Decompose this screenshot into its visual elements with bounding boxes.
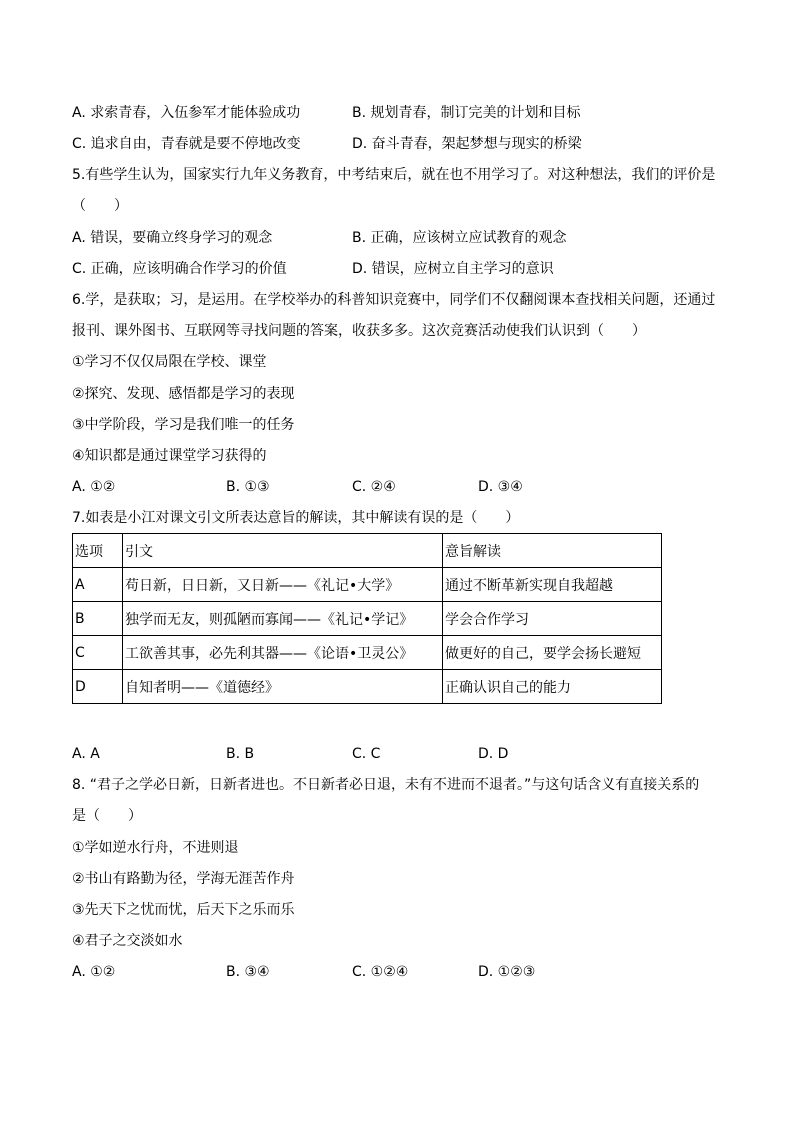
table-row (73, 636, 662, 670)
table-header-cell: 选项 (73, 534, 123, 568)
table-cell: 自知者明——《道德经》 (123, 670, 443, 704)
q8-stem-line-1: 8. “君子之学必日新，日新者进也。不日新者必日退，未有不进而不退者。”与这句话含义有直接关系的 (72, 777, 700, 793)
q8-statement-2: ②书山有路勤为径，学海无涯苦作舟 (72, 871, 295, 887)
table-header-cell: 意旨解读 (443, 534, 662, 568)
q8-option-a: A. ①② (72, 964, 116, 980)
q6-option-b: B. ①③ (226, 479, 270, 495)
q6-statement-1: ①学习不仅仅局限在学校、课堂 (72, 354, 267, 370)
table-cell: B (73, 602, 123, 636)
q5-option-b: B. 正确，应该树立应试教育的观念 (352, 230, 567, 246)
q8-statement-4: ④君子之交淡如水 (72, 933, 183, 949)
q8-option-d: D. ①②③ (478, 964, 536, 980)
table-row (73, 602, 662, 636)
table-cell: 工欲善其事，必先利其器——《论语•卫灵公》 (123, 636, 443, 670)
q6-statement-4: ④知识都是通过课堂学习获得的 (72, 448, 267, 464)
q5-stem-line-1: 5.有些学生认为，国家实行九年义务教育，中考结束后，就在也不用学习了。对这种想法，我们的评价是 (72, 167, 716, 183)
q4-option-b: B. 规划青春，制订完美的计划和目标 (352, 105, 581, 121)
table-header-row (73, 534, 662, 568)
q8-statement-3: ③先天下之忧而忧，后天下之乐而乐 (72, 902, 295, 918)
q5-option-d: D. 错误，应树立自主学习的意识 (352, 261, 554, 277)
q8-stem-line-2: 是（ ） (72, 808, 142, 824)
q5-option-c: C. 正确，应该明确合作学习的价值 (72, 261, 287, 277)
table-cell: 学会合作学习 (443, 602, 662, 636)
table-cell: 通过不断革新实现自我超越 (443, 568, 662, 602)
q6-option-c: C. ②④ (352, 479, 396, 495)
q6-option-d: D. ③④ (478, 479, 523, 495)
q6-statement-3: ③中学阶段，学习是我们唯一的任务 (72, 417, 295, 433)
table-cell: D (73, 670, 123, 704)
q7-option-a: A. A (72, 746, 100, 762)
table-cell: 做更好的自己，要学会扬长避短 (443, 636, 662, 670)
table-cell: A (73, 568, 123, 602)
q7-option-d: D. D (478, 746, 509, 762)
q8-option-b: B. ③④ (226, 964, 270, 980)
table-cell: C (73, 636, 123, 670)
q7-table (72, 533, 662, 704)
q4-options-row-1 (72, 104, 300, 122)
table-cell: 正确认识自己的能力 (443, 670, 662, 704)
q7-stem: 7.如表是小江对课文引文所表达意旨的解读，其中解读有误的是（ ） (72, 510, 520, 526)
q7-option-b: B. B (226, 746, 255, 762)
q6-stem-line-1: 6.学，是获取；习，是运用。在学校举办的科普知识竞赛中，同学们不仅翻阅课本查找相关问题，还通过 (72, 292, 716, 308)
q5-option-a: A. 错误，要确立终身学习的观念 (72, 230, 273, 246)
table-cell: 苟日新，日日新，又日新——《礼记•大学》 (123, 568, 443, 602)
q6-statement-2: ②探究、发现、感悟都是学习的表现 (72, 386, 295, 402)
q5-stem-line-2: （ ） (72, 198, 128, 214)
q4-option-a: A. 求索青春，入伍参军才能体验成功 (72, 105, 301, 121)
table-row (73, 670, 662, 704)
q6-stem-line-2: 报刊、课外图书、互联网等寻找问题的答案，收获多多。这次竞赛活动使我们认识到（ ） (72, 323, 646, 339)
table-cell: 独学而无友，则孤陋而寡闻——《礼记•学记》 (123, 602, 443, 636)
q4-option-d: D. 奋斗青春，架起梦想与现实的桥梁 (352, 136, 582, 152)
table-row (73, 568, 662, 602)
q8-option-c: C. ①②④ (352, 964, 409, 980)
q4-option-c: C. 追求自由，青春就是要不停地改变 (72, 136, 301, 152)
table-header-cell: 引文 (123, 534, 443, 568)
q8-statement-1: ①学如逆水行舟，不进则退 (72, 840, 239, 856)
q7-option-c: C. C (352, 746, 381, 762)
q6-option-a: A. ①② (72, 479, 116, 495)
